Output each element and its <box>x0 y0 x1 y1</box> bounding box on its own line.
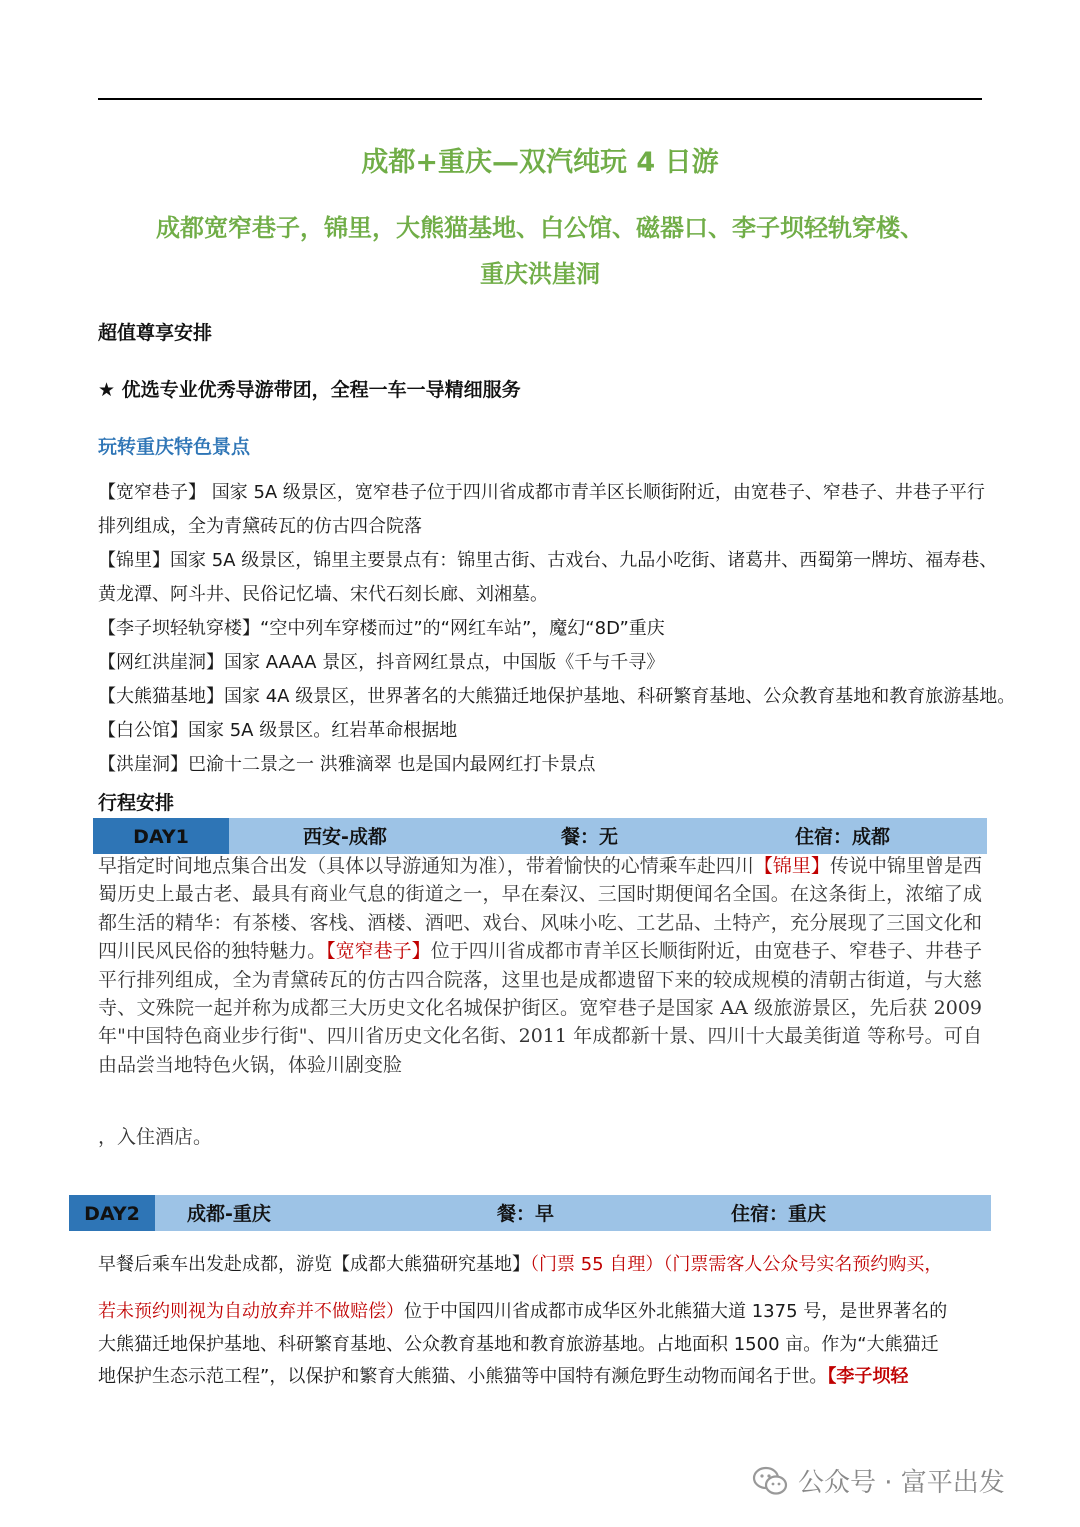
spots-list <box>98 478 1080 784</box>
spot-line: 【宽窄巷子】 国家 5A 级景区，宽窄巷子位于四川省成都市青羊区长顺街附近，由宽巷子、窄巷子、井巷子平行 <box>98 482 985 503</box>
spot-line: 【白公馆】国家 5A 级景区。红岩革命根据地 <box>98 720 458 741</box>
spot-line: 黄龙潭、阿斗井、民俗记忆墙、宋代石刻长廊、刘湘墓。 <box>98 584 548 605</box>
day1-tail: ，入住酒店。 <box>98 1126 213 1148</box>
day2-meals: 餐：早 <box>497 1203 555 1225</box>
day1-description <box>98 852 982 1079</box>
day2-line <box>98 1362 988 1388</box>
day2-tag: DAY2 <box>69 1195 155 1231</box>
day1-highlight: 【锦里】 <box>753 855 830 877</box>
spot-line: 【大熊猫基地】国家 4A 级景区，世界著名的大熊猫迁地保护基地、科研繁育基地、公众教育基地和教育旅游基地。 <box>98 686 1016 707</box>
wechat-footer <box>752 1462 1005 1499</box>
day1-highlight: 【宽窄巷子】 <box>326 940 431 963</box>
day1-text: 传说中锦里曾是西蜀历史上最古老、最具有商业气息的街道之一，早在秦汉、三国时期便闻名全国。在这条街上，浓缩了成都生活的精华：有茶楼、客栈、酒楼、酒吧、戏台、风味小吃、工艺品、土特产，充分展现了三国文化和四川民风民俗的独特魅力。 <box>98 855 982 963</box>
day2-highlight: 若未预约则视为自动放弃并不做赔偿） <box>98 1301 404 1322</box>
subtitle-line: 成都宽窄巷子，锦里，大熊猫基地、白公馆、磁器口、李子坝轻轨穿楼、 <box>156 214 924 242</box>
spot-line: 【洪崖洞】巴渝十二景之一 洪雅滴翠 也是国内最网红打卡景点 <box>98 754 596 775</box>
day2-stay: 住宿：重庆 <box>731 1203 827 1225</box>
day2-line: 大熊猫迁地保护基地、科研繁育基地、公众教育基地和教育旅游基地。占地面积 1500 亩。作为“大熊猫迁 <box>98 1334 939 1355</box>
premium-item: ★ 优选专业优秀导游带团，全程一车一导精细服务 <box>98 379 521 401</box>
day1-route: 西安-成都 <box>303 826 387 848</box>
subtitle-line: 重庆洪崖洞 <box>480 260 600 288</box>
page-title: 成都+重庆—双汽纯玩 4 日游 <box>361 147 719 178</box>
day1-text: 早指定时间地点集合出发（具体以导游通知为准），带着愉快的心情乘车赴四川 <box>98 855 754 877</box>
day2-text: 早餐后乘车出发赴成都，游览【成都大熊猫研究基地】 <box>98 1254 530 1275</box>
day2-line <box>98 1297 988 1323</box>
spot-line: 排列组成，全为青黛砖瓦的仿古四合院落 <box>98 516 422 537</box>
wechat-icon <box>752 1466 788 1496</box>
spot-line: 【李子坝轻轨穿楼】“空中列车穿楼而过”的“网红车站”，魔幻“8D”重庆 <box>98 618 665 639</box>
day2-route: 成都-重庆 <box>187 1203 271 1225</box>
day2-header <box>69 1195 991 1231</box>
day2-highlight: 【李子坝轻 <box>827 1366 909 1387</box>
spot-line: 【锦里】国家 5A 级景区，锦里主要景点有：锦里古街、古戏台、九品小吃街、诸葛井、西蜀第一牌坊、福寿巷、 <box>98 550 998 571</box>
page-subtitle <box>70 205 1010 297</box>
spots-heading: 玩转重庆特色景点 <box>98 436 251 458</box>
day1-header <box>93 818 987 854</box>
top-rule <box>98 98 982 100</box>
day1-text: 位于四川省成都市青羊区长顺街附近，由宽巷子、窄巷子、井巷子平行排列组成，全为青黛砖瓦的仿古四合院落，这里也是成都遗留下来的较成规模的清朝古街道，与大慈寺、文殊院一起并称为成都三大历史文化名城保护街区。宽窄巷子是国家 AA 级旅游景区，先后获 2009 年"中国特色商业步行街"、四川省历史文化名街、2011 年成都新十景、四川十大最美街道 等称号。可自由品尝当地特色火锅，体验川剧变脸 <box>98 940 982 1076</box>
day2-highlight: （门票 55 自理）（门票需客人公众号实名预约购买， <box>530 1254 943 1275</box>
day2-line <box>98 1250 988 1276</box>
itinerary-heading: 行程安排 <box>98 792 175 814</box>
premium-heading: 超值尊享安排 <box>98 322 213 344</box>
day1-stay: 住宿：成都 <box>795 826 891 848</box>
day2-text: 位于中国四川省成都市成华区外北熊猫大道 1375 号，是世界著名的 <box>404 1301 948 1322</box>
footer-text: 公众号 · 富平出发 <box>798 1468 1005 1498</box>
day2-text: 地保护生态示范工程”，以保护和繁育大熊猫、小熊猫等中国特有濒危野生动物而闻名于世。 <box>98 1366 828 1387</box>
day1-tag: DAY1 <box>93 818 229 854</box>
day1-meals: 餐：无 <box>561 826 619 848</box>
spot-line: 【网红洪崖洞】国家 AAAA 景区，抖音网红景点，中国版《千与千寻》 <box>98 652 665 673</box>
